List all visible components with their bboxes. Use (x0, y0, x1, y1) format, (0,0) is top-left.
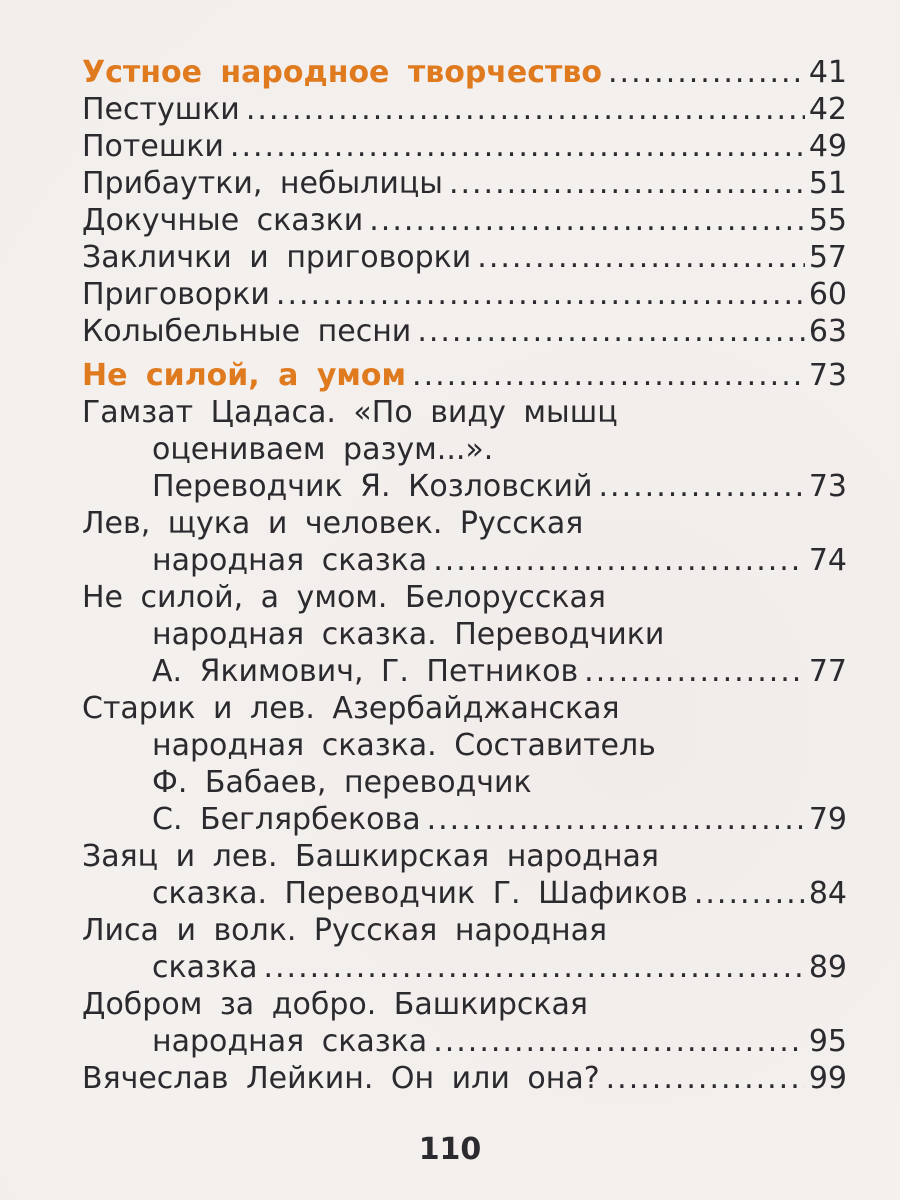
page-ref: 57 (808, 240, 847, 275)
toc-entry-line (82, 579, 847, 616)
toc-entry (82, 313, 847, 350)
toc-entry-line (82, 875, 847, 912)
entry-title: оцениваем разум...». (152, 432, 494, 467)
dot-leader (433, 542, 805, 579)
entry-title: Пестушки (82, 92, 240, 127)
page-ref: 73 (808, 469, 847, 504)
table-of-contents (82, 54, 847, 1097)
dot-leader (263, 949, 804, 986)
toc-entry-line (82, 1023, 847, 1060)
entry-title: Докучные сказки (82, 203, 364, 238)
toc-entry-line (82, 912, 847, 949)
entry-title: народная сказка. Составитель (152, 728, 656, 763)
toc-entry-line (82, 505, 847, 542)
entry-title: Вячеслав Лейкин. Он или она? (82, 1061, 600, 1096)
dot-leader (606, 1060, 805, 1097)
dot-leader (608, 54, 805, 91)
page-ref: 74 (808, 543, 847, 578)
page-ref: 41 (808, 55, 847, 90)
entry-title: Ф. Бабаев, переводчик (152, 765, 532, 800)
entry-title: Приговорки (82, 277, 270, 312)
toc-entry (82, 202, 847, 239)
entry-title: Прибаутки, небылицы (82, 166, 443, 201)
toc-entry-line (82, 986, 847, 1023)
entry-title: народная сказка (152, 543, 428, 578)
entry-title: Лев, щука и человек. Русская (82, 506, 584, 541)
entry-title: Заяц и лев. Башкирская народная (82, 839, 659, 874)
toc-entry (82, 165, 847, 202)
entry-title: Переводчик Я. Козловский (152, 469, 593, 504)
page-ref: 89 (808, 950, 847, 985)
toc-entry-line (82, 394, 847, 431)
toc-entry-line (82, 431, 847, 468)
page-ref: 95 (808, 1024, 847, 1059)
page-ref: 42 (808, 92, 847, 127)
toc-entry-line (82, 764, 847, 801)
toc-entry (82, 128, 847, 165)
dot-leader (369, 202, 805, 239)
dot-leader (276, 276, 805, 313)
entry-title: Колыбельные песни (82, 314, 412, 349)
section-title: Не силой, а умом (82, 358, 407, 393)
dot-leader (449, 165, 805, 202)
entry-title: сказка (152, 950, 258, 985)
dot-leader (427, 801, 805, 838)
page-ref: 73 (808, 358, 847, 393)
page-ref: 51 (808, 166, 847, 201)
toc-entry (82, 91, 847, 128)
dot-leader (599, 468, 805, 505)
dot-leader (412, 357, 805, 394)
entry-title: С. Беглярбекова (152, 802, 421, 837)
section-heading (82, 54, 847, 91)
section-title: Устное народное творчество (82, 55, 603, 90)
entry-title: народная сказка. Переводчики (152, 617, 665, 652)
entry-title: Гамзат Цадаса. «По виду мышц (82, 395, 618, 430)
page-ref: 49 (808, 129, 847, 164)
page-ref: 63 (808, 314, 847, 349)
toc-entry-line (82, 801, 847, 838)
toc-entry-line (82, 468, 847, 505)
entry-title: Потешки (82, 129, 224, 164)
entry-title: Не силой, а умом. Белорусская (82, 580, 606, 615)
page-ref: 60 (808, 277, 847, 312)
entry-title: А. Якимович, Г. Петников (152, 654, 579, 689)
entry-title: Заклички и приговорки (82, 240, 472, 275)
toc-entry-line (82, 838, 847, 875)
dot-leader (433, 1023, 805, 1060)
page-ref: 77 (808, 654, 847, 689)
toc-entry-line (82, 949, 847, 986)
dot-leader (477, 239, 805, 276)
toc-entry-line (82, 690, 847, 727)
entry-title: народная сказка (152, 1024, 428, 1059)
toc-entry-line (82, 653, 847, 690)
toc-entry-line (82, 616, 847, 653)
page-ref: 84 (808, 876, 847, 911)
page-ref: 79 (808, 802, 847, 837)
dot-leader (584, 653, 805, 690)
toc-entry-line (82, 727, 847, 764)
toc-entry-line (82, 1060, 847, 1097)
dot-leader (694, 875, 805, 912)
toc-entry (82, 239, 847, 276)
page-number: 110 (418, 1132, 482, 1167)
entry-title: сказка. Переводчик Г. Шафиков (152, 876, 688, 911)
toc-entry (82, 276, 847, 313)
toc-entry-line (82, 542, 847, 579)
dot-leader (230, 128, 805, 165)
section-heading (82, 357, 847, 394)
entry-title: Старик и лев. Азербайджанская (82, 691, 620, 726)
entry-title: Добром за добро. Башкирская (82, 987, 588, 1022)
entry-title: Лиса и волк. Русская народная (82, 913, 608, 948)
page-ref: 99 (808, 1061, 847, 1096)
dot-leader (246, 91, 805, 128)
page-ref: 55 (808, 203, 847, 238)
dot-leader (417, 313, 805, 350)
